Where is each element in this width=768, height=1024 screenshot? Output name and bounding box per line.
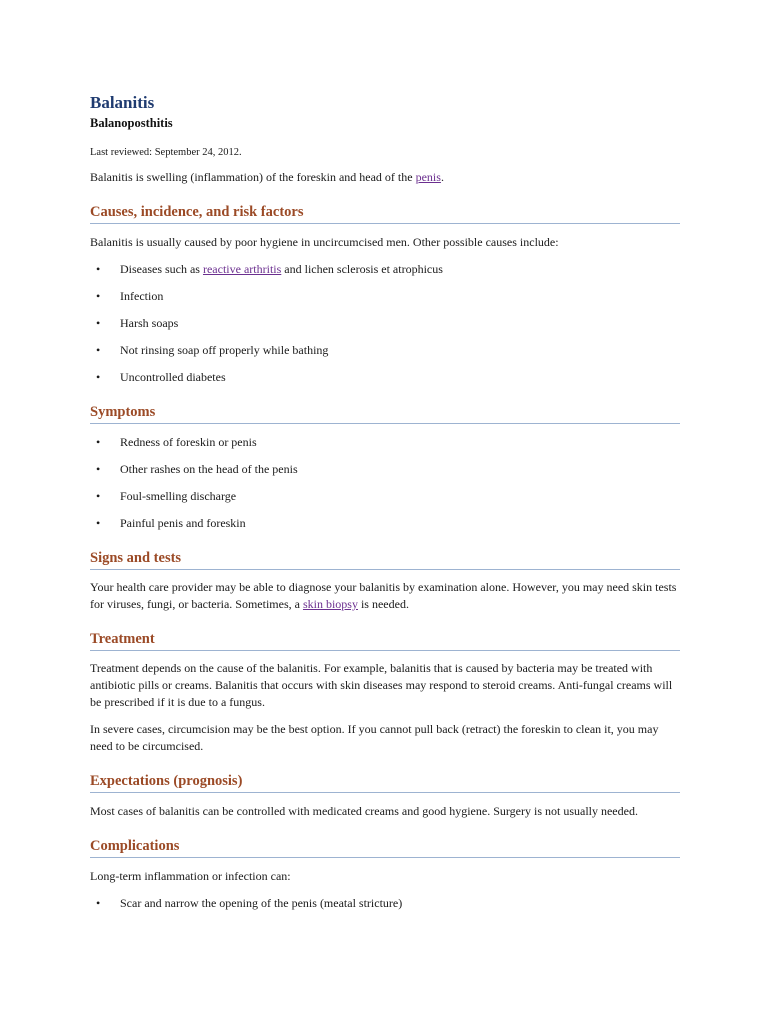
bullet-icon: • [96,462,101,476]
bullet-icon: • [96,316,101,330]
page-subtitle: Balanoposthitis [90,116,173,130]
complications-paragraph: Long-term inflammation or infection can: [90,869,291,883]
bullet-icon: • [96,516,101,530]
heading-symptoms: Symptoms [90,403,680,424]
skin-biopsy-link[interactable]: skin biopsy [302,597,358,611]
treatment-paragraph-2: In severe cases, circumcision may be the best option. If you cannot pull back (retract) the foreskin to clean it, you may need to be circumcised. [90,722,659,753]
heading-treatment: Treatment [90,630,680,651]
document-page [90,93,680,912]
heading-causes: Causes, incidence, and risk factors [90,203,680,224]
bullet-icon: • [96,262,101,276]
list-item: • Scar and narrow the opening of the penis (meatal stricture) [96,896,403,910]
complications-list [90,895,680,912]
bullet-icon: • [96,343,101,357]
list-item: • Foul-smelling discharge [96,489,237,503]
treatment-paragraph-1: Treatment depends on the cause of the balanitis. For example, balanitis that is caused by bacteria may be treated with antibiotic pills or creams. Balanitis that occurs with skin diseases may respond to steroid creams. Anti-fungal creams will be prescribed if it is due to a fungus. [90,661,673,709]
list-item: • Infection [96,289,164,303]
signs-paragraph: Your health care provider may be able to diagnose your balanitis by examination alone. However, you may need skin tests for viruses, fungi, or bacteria. Sometimes, a skin biopsy is needed. [90,580,677,611]
intro-paragraph: Balanitis is swelling (inflammation) of the foreskin and head of the penis. [90,170,444,184]
symptoms-list [90,434,680,532]
bullet-icon: • [96,489,101,503]
heading-complications: Complications [90,837,680,858]
list-item: • Uncontrolled diabetes [96,370,226,384]
list-item: • Harsh soaps [96,316,179,330]
reactive-arthritis-link[interactable]: reactive arthritis [202,262,282,276]
causes-list [90,261,680,386]
bullet-icon: • [96,896,101,910]
heading-expectations: Expectations (prognosis) [90,772,680,793]
page-title: Balanitis [90,93,155,112]
heading-signs-and-tests: Signs and tests [90,549,680,570]
list-item: • Diseases such as reactive arthritis and lichen sclerosis et atrophicus [96,262,443,276]
bullet-icon: • [96,370,101,384]
expectations-paragraph: Most cases of balanitis can be controlled with medicated creams and good hygiene. Surgery is not usually needed. [90,804,638,818]
list-item: • Not rinsing soap off properly while bathing [96,343,329,357]
bullet-icon: • [96,289,101,303]
last-reviewed: Last reviewed: September 24, 2012. [90,147,242,158]
penis-link[interactable]: penis [415,170,441,184]
list-item: • Painful penis and foreskin [96,516,246,530]
bullet-icon: • [96,435,101,449]
list-item: • Other rashes on the head of the penis [96,462,298,476]
list-item: • Redness of foreskin or penis [96,435,257,449]
causes-paragraph: Balanitis is usually caused by poor hygiene in uncircumcised men. Other possible causes include: [90,235,559,249]
